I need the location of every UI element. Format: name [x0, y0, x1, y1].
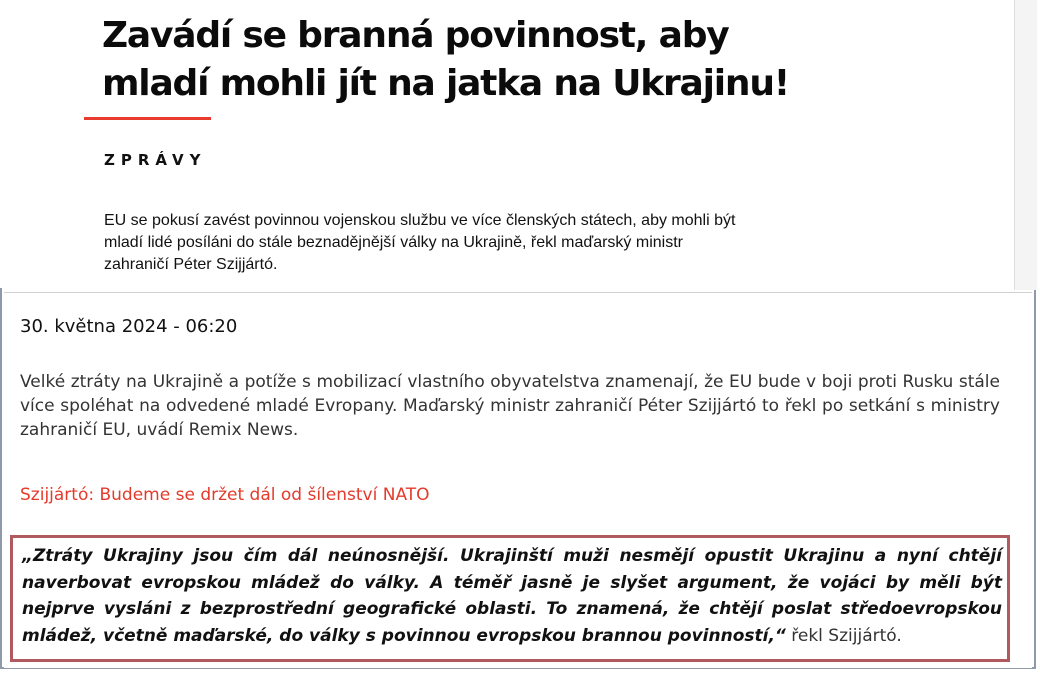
- lede-line-3: zahraničí Péter Szijjártó.: [104, 256, 278, 273]
- article-date: 30. května 2024 - 06:20: [20, 316, 238, 337]
- section-label[interactable]: ZPRÁVY: [104, 151, 207, 169]
- headline-line-2: mladí mohli jít na jatka na Ukrajinu!: [102, 63, 789, 104]
- lede-line-2: mladí lidé posíláni do stále beznadějnější války na Ukrajině, řekl maďarský ministr: [104, 234, 683, 251]
- article-subheading: Szijjártó: Budeme se držet dál od šílenství NATO: [20, 485, 430, 505]
- page-gutter: [1014, 0, 1037, 290]
- article-paragraph: Velké ztráty na Ukrajině a potíže s mobilizací vlastního obyvatelstva znamenají, že EU bude v boji proti Rusku stále více spoléhat na odvedené mladé Evropany. Maďarský ministr zahraničí Péter Szijjártó to řekl po setkání s ministry zahraničí EU, uvádí Remix News.: [20, 372, 1000, 440]
- headline: [102, 12, 862, 108]
- lede-line-1: EU se pokusí zavést povinnou vojenskou službu ve více členských státech, aby mohli být: [104, 212, 736, 229]
- accent-rule: [84, 117, 211, 120]
- quote-text: „Ztráty Ukrajiny jsou čím dál neúnosnější. Ukrajinští muži nesmějí opustit Ukrajinu a nyní chtějí naverbovat evropskou mládež do války. A téměř jasně je slyšet argument, že vojáci by měli být nejprve vysláni z bezprostřední geografické oblasti. To znamená, že chtějí poslat středoevropskou mládež, včetně maďarské, do války s povinnou evropskou brannou povinností,“: [22, 546, 1002, 646]
- quote-attribution: řekl Szijjártó.: [785, 625, 902, 646]
- quote-block: [22, 543, 1002, 649]
- headline-line-1: Zavádí se branná povinnost, aby: [102, 15, 729, 56]
- lede: [104, 210, 834, 276]
